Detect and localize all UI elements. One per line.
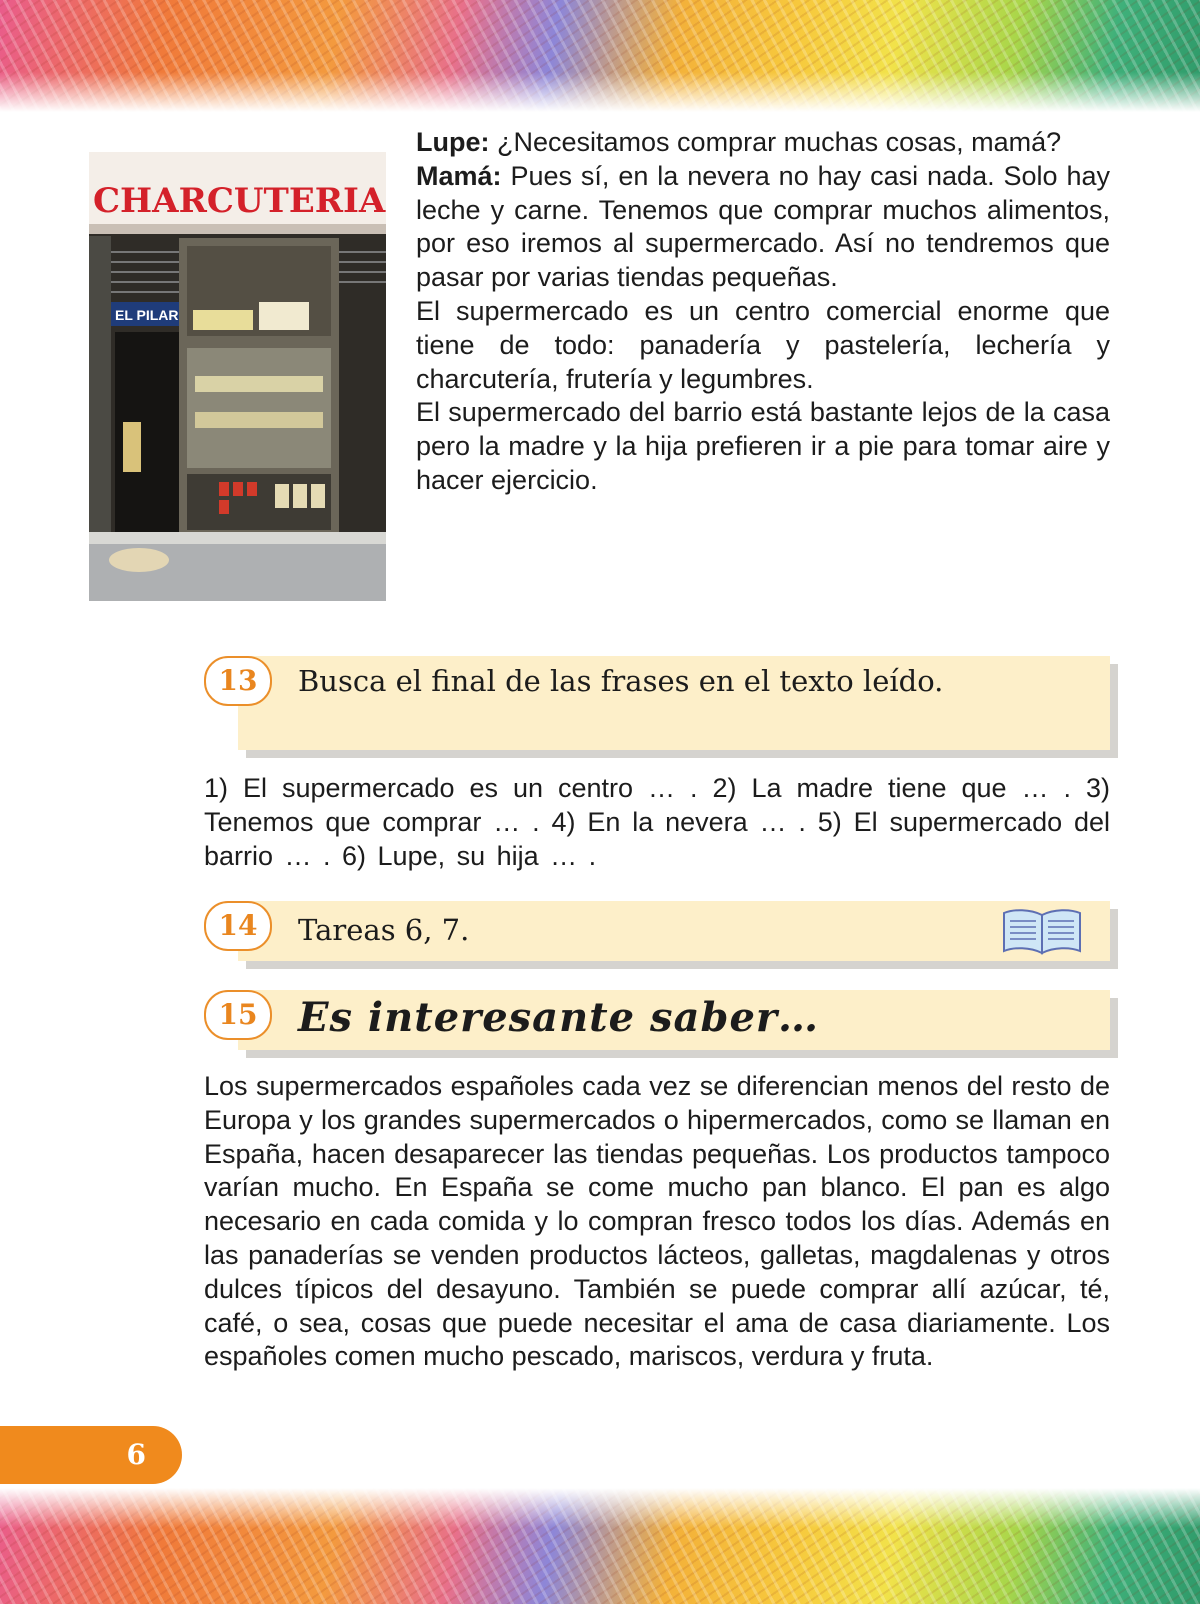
task-13 <box>204 656 1110 750</box>
task-instruction: Busca el final de las frases en el texto leído. <box>298 664 944 698</box>
workbook-icon <box>1002 907 1082 955</box>
shop-photo <box>89 152 386 601</box>
dialog-text <box>416 126 1110 498</box>
speaker-mama: Mamá: <box>416 160 502 191</box>
dialog-lupe <box>416 126 1110 160</box>
side-sign-text: EL PILAR <box>115 307 179 323</box>
page-number: 6 <box>126 1438 146 1471</box>
task-number-badge: 14 <box>204 901 272 951</box>
decorative-top-band <box>0 0 1200 112</box>
narration-paragraph-2: El supermercado del barrio está bastante lejos de la casa pero la madre y la hija prefieren ir a pie para tomar aire y hacer ejercicio. <box>416 397 1110 495</box>
dialog-mama <box>416 160 1110 295</box>
line-mama: Pues sí, en la nevera no hay casi nada. Solo hay leche y carne. Tenemos que comprar muchos alimentos, por eso iremos al supermercado. Así no tendremos que pasar por varias tiendas pequeñas. <box>416 160 1110 293</box>
speaker-lupe: Lupe: <box>416 127 490 157</box>
shop-sign-text: CHARCUTERIA <box>93 181 386 221</box>
decorative-bottom-band <box>0 1488 1200 1604</box>
task-13-sentences: 1) El supermercado es un centro … . 2) La madre tiene que … . 3) Tenemos que comprar … . 4) En la nevera … . 5) El supermercado del barrio … . 6) Lupe, su hija … . <box>204 773 1110 871</box>
info-paragraph: Los supermercados españoles cada vez se diferencian menos del resto de Europa y los grandes supermercados o hipermercados, como se llaman en España, hacen desaparecer las tiendas pequeñas. Los productos tampoco varían mucho. En España se come mucho pan blanco. El pan es algo necesario en cada comida y lo compran fresco todos los días. Además en las panaderías se venden productos lácteos, galletas, magdalenas y otros dulces típicos del desayuno. También se puede comprar allí azúcar, té, café, o sea, cosas que puede necesitar el ama de casa diariamente. Los españoles comen mucho pescado, mariscos, verdura y fruta. <box>204 1071 1110 1372</box>
task-14 <box>204 901 1110 961</box>
section-heading: Es interesante saber… <box>298 994 819 1041</box>
task-number-badge: 13 <box>204 656 272 706</box>
task-instruction: Tareas 6, 7. <box>298 913 470 947</box>
task-15 <box>204 990 1110 1050</box>
page-number-tab <box>0 1426 182 1484</box>
narration-paragraph-1: El supermercado es un centro comercial enorme que tiene de todo: panadería y pastelería, lechería y charcutería, frutería y legumbres. <box>416 295 1110 394</box>
task-number-badge: 15 <box>204 990 272 1040</box>
line-lupe: ¿Necesitamos comprar muchas cosas, mamá? <box>489 127 1062 157</box>
